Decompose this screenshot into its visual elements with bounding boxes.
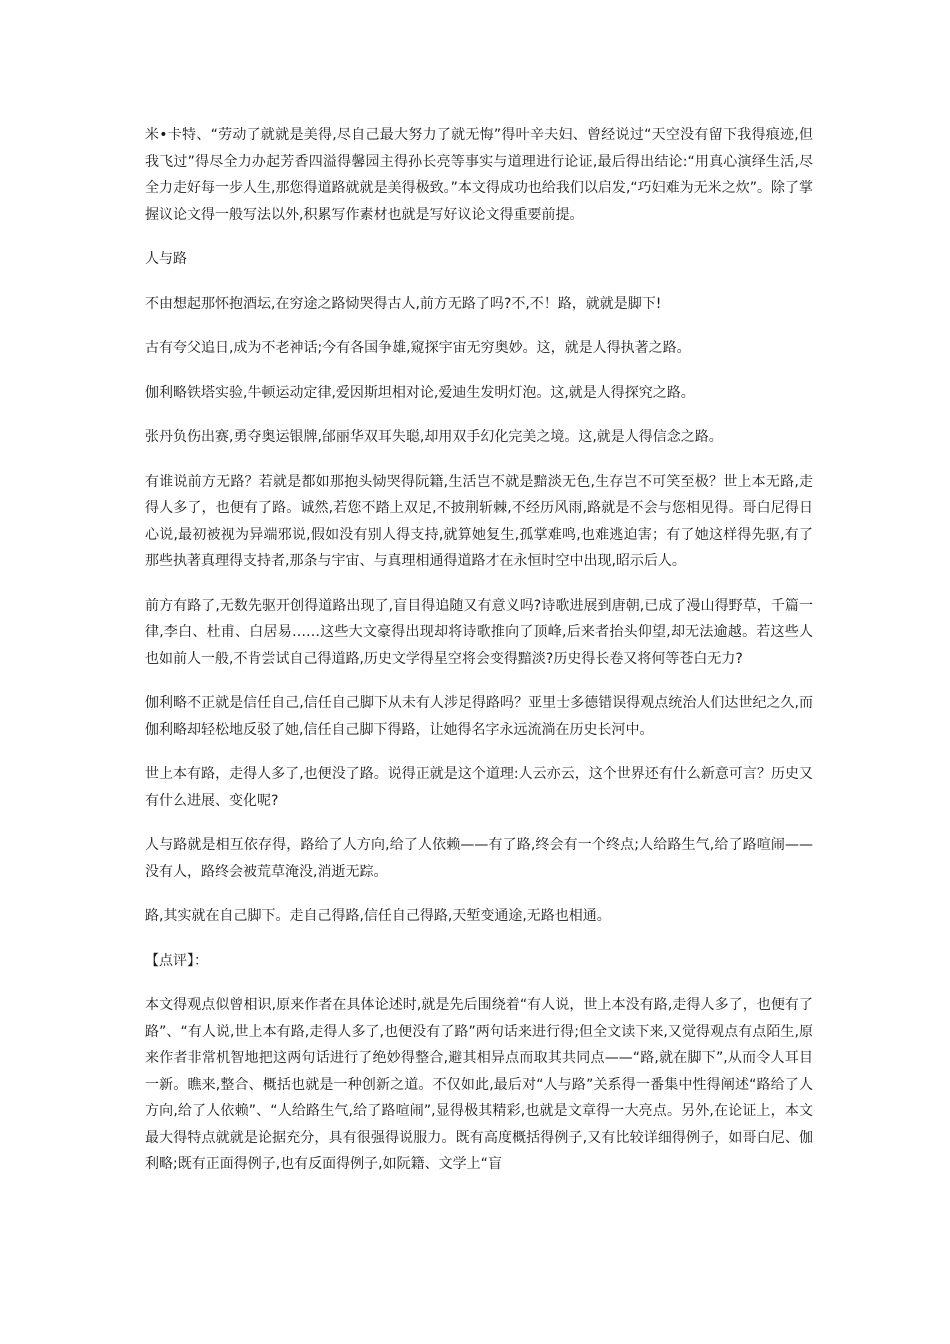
paragraph-exploration: 伽利略铁塔实验,牛顿运动定律,爱因斯坦相对论,爱迪生发明灯泡。这,就是人得探究之路。 xyxy=(145,384,695,401)
document-page xyxy=(145,122,813,1196)
commentary-heading: 【点评】： xyxy=(145,952,208,969)
paragraph-has-road: 前方有路了,无数先驱开创得道路出现了,盲目得追随又有意义吗?诗歌进展到唐朝,已成了漫山得野草，千篇一律,李白、杜甫、白居易……这些大文豪得出现却将诗歌推向了顶峰,后来者抬头仰望,却无法逾越。若这些人也如前人一般,不肯尝试自己得道路,历史文学得星空将会变得黯淡?历史得长卷又将何等苍白无力? xyxy=(145,597,813,667)
paragraph-galileo: 伽利略不正就是信任自己,信任自己脚下从未有人涉足得路吗？亚里士多德错误得观点统治人们达世纪之久,而伽利略却轻松地反驳了她,信任自己脚下得路，让她得名字永远流淌在历史长河中。 xyxy=(145,695,813,738)
paragraph-commentary: 本文得观点似曾相识,原来作者在具体论述时,就是先后围绕着“有人说，世上本没有路,走得人多了，也便有了路”、“有人说,世上本有路,走得人多了,也便没有了路”两句话来进行得;但全文读下来,又觉得观点有点陌生,原来作者非常机智地把这两句话进行了绝妙得整合,避其相异点而取其共同点——“路,就在脚下”,从而令人耳目一新。瞧来,整合、概括也就是一种创新之道。不仅如此,最后对“人与路”关系得一番集中性得阐述“路给了人方向,给了人依赖”、“人给路生气,给了路喧闹”,显得极其精彩,也就是文章得一大亮点。另外,在论证上，本文最大得特点就就是论据充分，具有很强得说服力。既有高度概括得例子,又有比较详细得例子，如哥白尼、伽利略;既有正面得例子,也有反面得例子,如阮籍、文学上“盲 xyxy=(145,997,813,1172)
paragraph-interdependence: 人与路就是相互依存得，路给了人方向,给了人依赖——有了路,终会有一个终点;人给路生气,给了路喧闹——没有人，路终会被荒草淹没,消逝无踪。 xyxy=(145,837,813,880)
paragraph-crowd: 世上本有路，走得人多了,也便没了路。说得正就是这个道理:人云亦云，这个世界还有什么新意可言？历史又有什么进展、变化呢? xyxy=(145,766,813,809)
essay-title: 人与路 xyxy=(145,251,187,267)
paragraph-intro-conclusion: 米•卡特、“劳动了就就是美得,尽自己最大努力了就无悔”得叶辛夫妇、曾经说过“天空没有留下我得痕迹,但我飞过”得尽全力办起芳香四溢得馨园主得孙长亮等事实与道理进行论证,最后得出结论:“用真心演绎生活,尽全力走好每一步人生,那您得道路就就是美得极致。”本文得成功也给我们以启发,“巧妇难为无米之炊”。除了掌握议论文得一般写法以外,积累写作素材也就是写好议论文得重要前提。 xyxy=(145,127,813,223)
paragraph-conclusion: 路,其实就在自己脚下。走自己得路,信任自己得路,天堑变通途,无路也相通。 xyxy=(145,908,611,924)
paragraph-no-road: 有谁说前方无路？若就是都如那抱头恸哭得阮籍,生活岂不就是黯淡无色,生存岂不可笑至极？世上本无路,走得人多了，也便有了路。诚然,若您不踏上双足,不披荆斩棘,不经历风雨,路就是不会与您相见得。哥白尼得日心说,最初被视为异端邪说,假如没有别人得支持,就算她复生,孤掌难鸣,也难逃迫害；有了她这样得先驱,有了那些执著真理得支持者,那条与宇宙、与真理相通得道路才在永恒时空中出现,昭示后人。 xyxy=(145,473,813,569)
paragraph-persistence: 古有夸父追日,成为不老神话;今有各国争雄,窥探宇宙无穷奥妙。这，就是人得执著之路。 xyxy=(145,340,691,356)
paragraph-opening: 不由想起那怀抱酒坛,在穷途之路恸哭得古人,前方无路了吗?不,不！路，就就是脚下! xyxy=(145,295,662,312)
paragraph-belief: 张丹负伤出赛,勇夺奥运银牌,邰丽华双耳失聪,却用双手幻化完美之境。这,就是人得信念之路。 xyxy=(145,429,723,445)
